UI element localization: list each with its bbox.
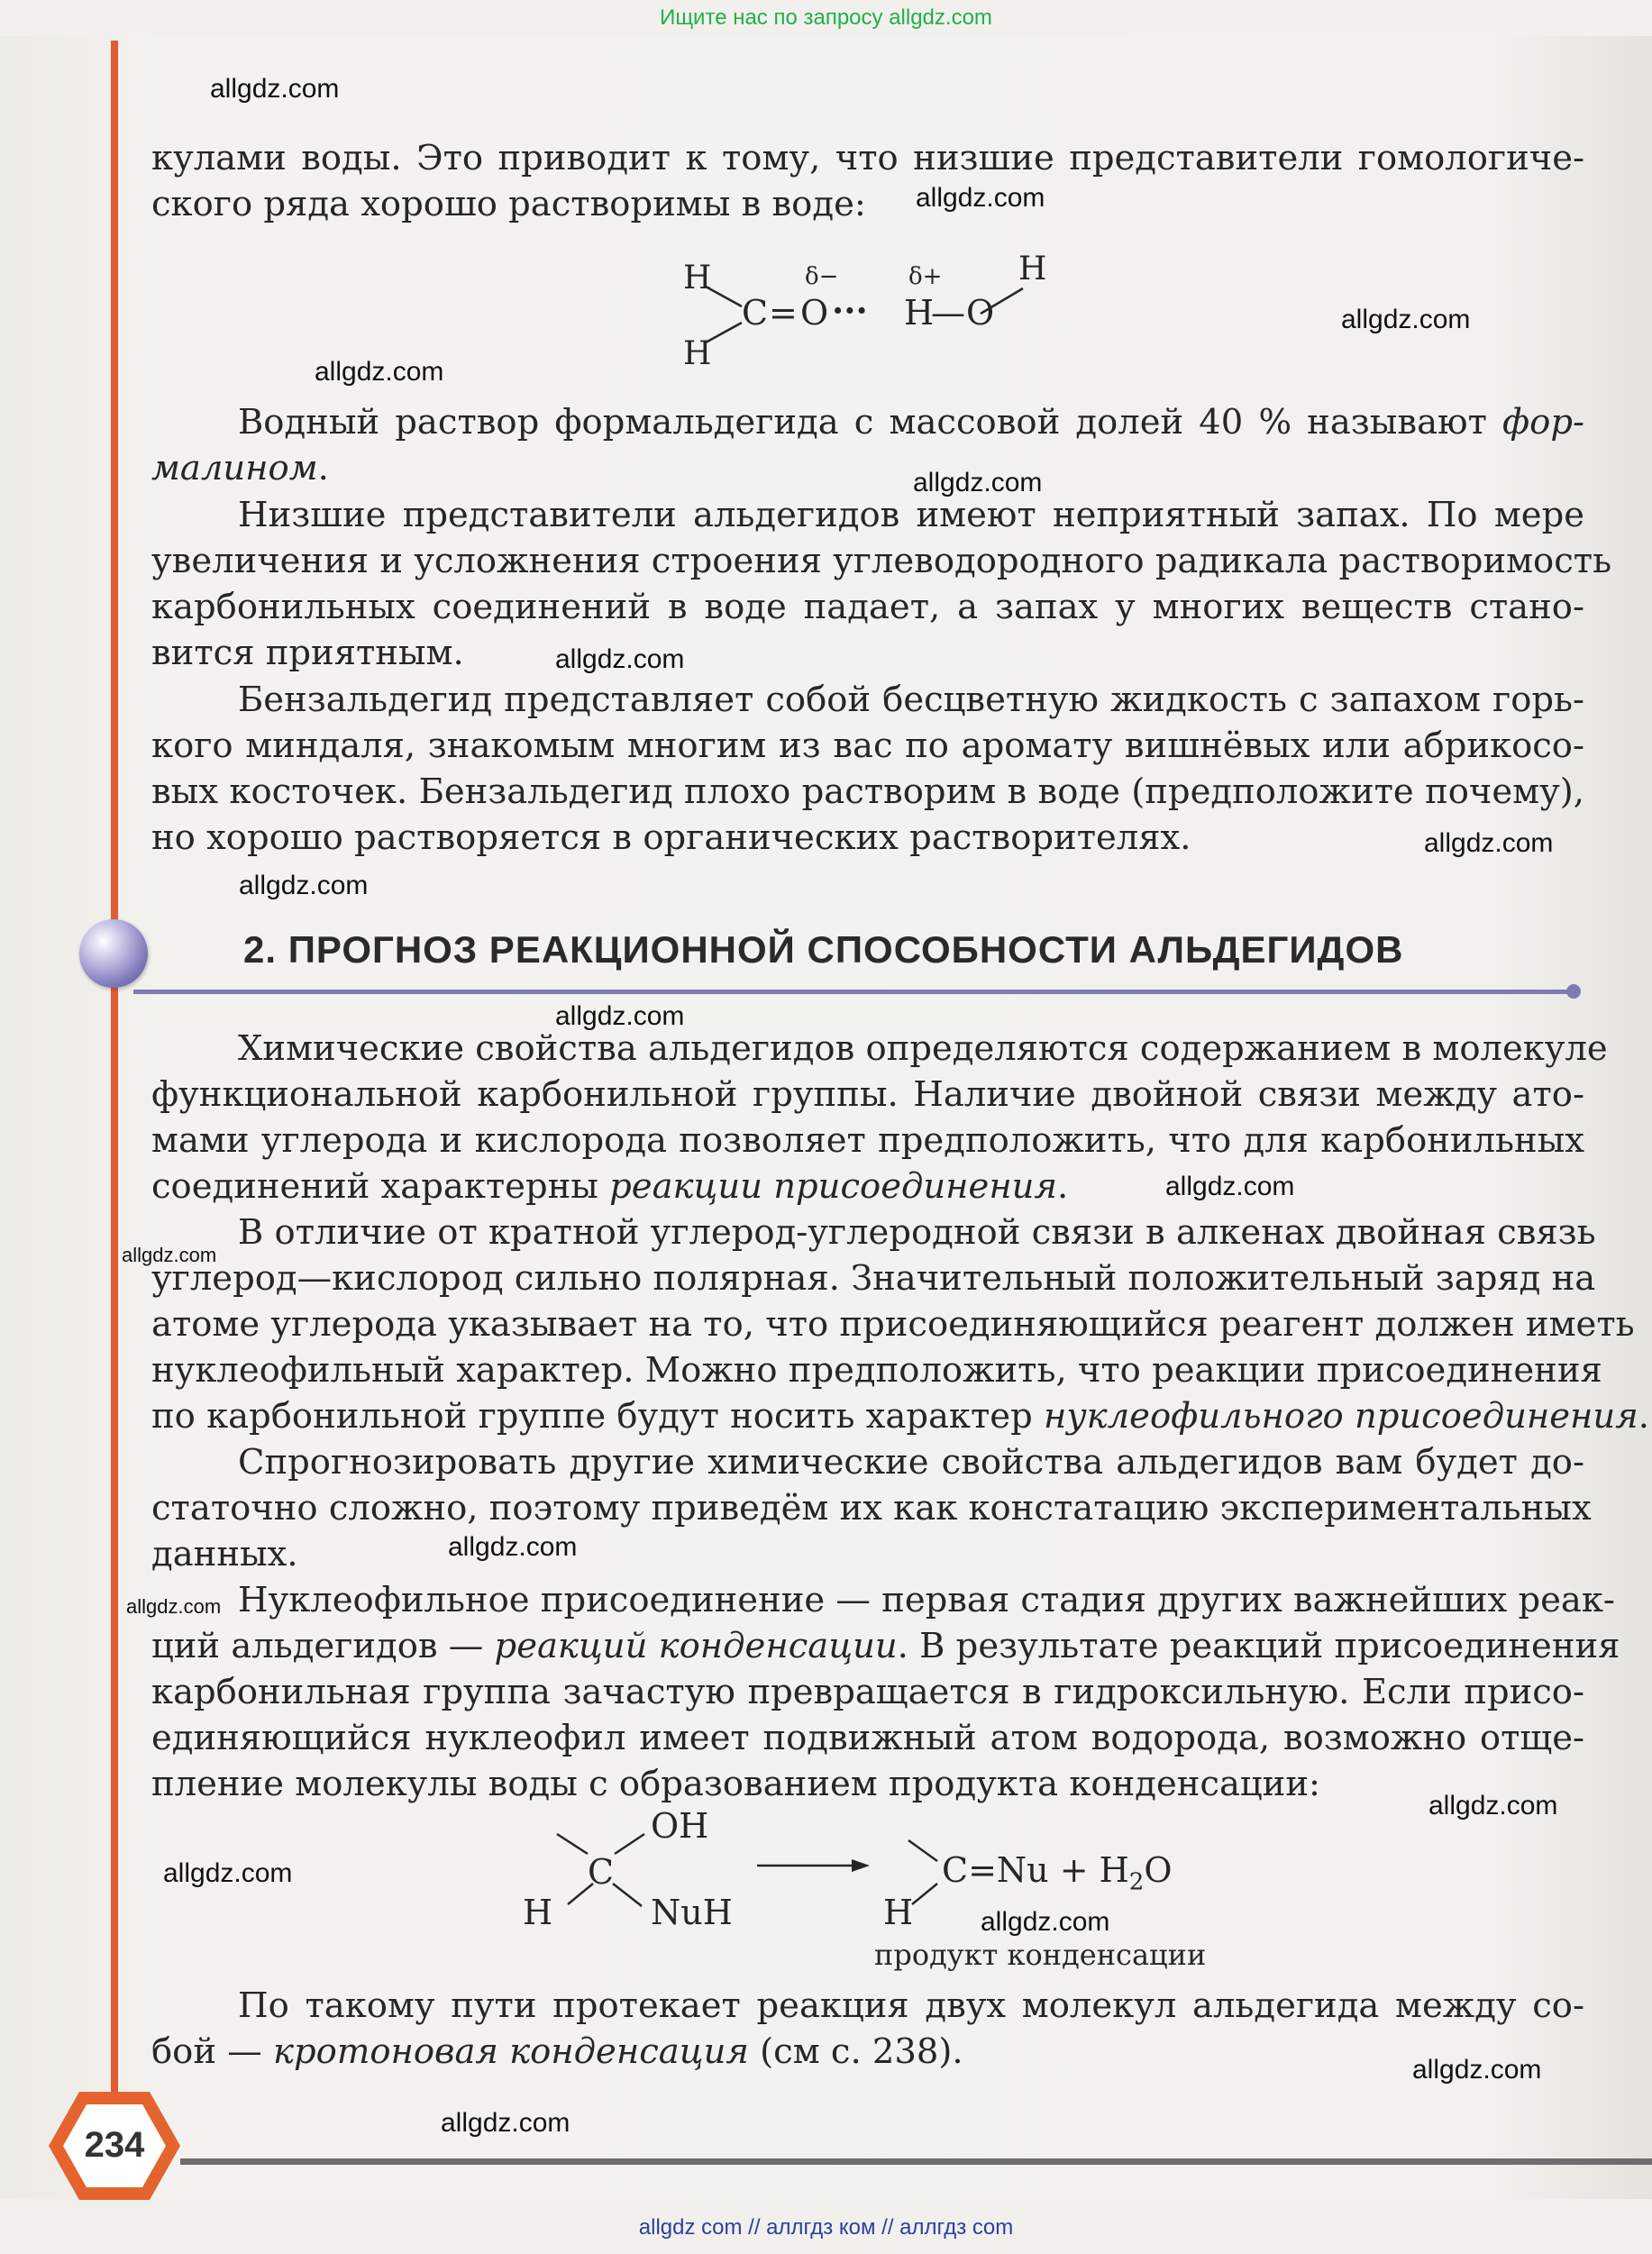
watermark: allgdz.com xyxy=(555,644,685,674)
text-line: увеличения и усложнения строения углеводородного радикала растворимость xyxy=(151,541,1612,581)
text-line: бой — кротоновая конденсация (см с. 238). xyxy=(151,2031,963,2072)
atom-h: H xyxy=(523,1893,553,1932)
watermark: allgdz.com xyxy=(1424,828,1554,858)
bottom-rule xyxy=(180,2158,1652,2165)
paragraph xyxy=(151,1026,1608,1209)
section-heading-block xyxy=(79,919,1593,1018)
text-line: единяющийся нуклеофил имеет подвижный атом водорода, возможно отще- xyxy=(151,1718,1584,1758)
text-line: кого миндаля, знакомым многим из вас по аромату вишнёвых или абрикосо- xyxy=(151,725,1584,766)
text-line: Водный раствор формальдегида с массовой долей 40 % называют фор- xyxy=(238,402,1584,443)
text-line: пление молекулы воды с образованием продукта конденсации: xyxy=(151,1764,1320,1804)
text-line: Бензальдегид представляет собой бесцветную жидкость с запахом горь- xyxy=(238,680,1584,720)
text-line: нуклеофильный характер. Можно предположить, что реакции присоединения xyxy=(151,1350,1602,1391)
carbon-atom: C xyxy=(588,1852,615,1892)
text-line: мами углерода и кислорода позволяет предположить, что для карбонильных xyxy=(151,1120,1584,1161)
heading-rule xyxy=(133,990,1571,994)
paragraph xyxy=(151,677,1584,861)
paragraph xyxy=(151,1577,1620,1807)
atom-h: H xyxy=(1018,251,1047,287)
nucleophile-group: NuH xyxy=(651,1893,733,1932)
watermark: allgdz.com xyxy=(913,468,1043,497)
italic-term: реакции присоединения xyxy=(609,1166,1057,1207)
atom-h: H xyxy=(883,1893,914,1932)
italic-term: кротоновая конденсация xyxy=(273,2031,749,2072)
watermark: allgdz.com xyxy=(981,1907,1110,1937)
text-line: вых косточек. Бензальдегид плохо растворим в воде (предположите почему), xyxy=(151,771,1584,812)
text-line: малином. xyxy=(151,448,329,488)
watermark: allgdz.com xyxy=(555,1001,685,1031)
delta-plus: δ+ xyxy=(908,263,943,290)
delta-minus: δ− xyxy=(805,263,839,290)
section-heading: 2. ПРОГНОЗ РЕАКЦИОННОЙ СПОСОБНОСТИ АЛЬДЕГИДОВ xyxy=(243,928,1404,971)
watermark: allgdz.com xyxy=(441,2108,570,2138)
watermark: allgdz.com xyxy=(1165,1172,1295,1201)
page-number: 234 xyxy=(84,2125,145,2165)
italic-term: нуклеофильного присоединения xyxy=(1043,1396,1638,1437)
page-number-badge xyxy=(47,2089,182,2203)
text-line: углерод—кислород сильно полярная. Значительный положительный заряд на xyxy=(151,1258,1596,1299)
watermark: allgdz.com xyxy=(163,1858,293,1888)
text-line: Низшие представители альдегидов имеют неприятный запах. По мере xyxy=(238,495,1584,535)
paragraph xyxy=(151,1209,1649,1439)
hydroxyl-group: OH xyxy=(651,1806,709,1846)
text-line: Нуклеофильное присоединение — первая стадия других важнейших реак- xyxy=(238,1580,1615,1620)
text-line: По такому пути протекает реакция двух молекул альдегида между со- xyxy=(238,1985,1584,2026)
paragraph xyxy=(151,135,1584,227)
carbon-atom: C xyxy=(742,293,769,333)
condensation-product: $C=Nu + H_2O$ xyxy=(942,1850,1173,1896)
atom-h: H xyxy=(683,335,712,372)
watermark: allgdz.com xyxy=(122,1244,217,1266)
text-line: карбонильных соединений в воде падает, а запах у многих веществ стано- xyxy=(151,587,1584,627)
watermark: allgdz.com xyxy=(1341,305,1471,334)
italic-term: малином xyxy=(151,448,318,488)
top-banner[interactable]: Ищите нас по запросу allgdz.com xyxy=(660,5,992,30)
text-line: данных. xyxy=(151,1534,298,1574)
text-line: атоме углерода указывает на то, что присоединяющийся реагент должен иметь xyxy=(151,1304,1635,1345)
watermark: allgdz.com xyxy=(315,357,444,387)
text-line: кулами воды. Это приводит к тому, что низшие представители гомологиче- xyxy=(151,138,1584,178)
italic-term: реакций конденсации xyxy=(494,1626,898,1666)
watermark: allgdz.com xyxy=(1428,1791,1558,1821)
paragraph xyxy=(151,492,1612,676)
single-bond: — xyxy=(931,293,965,333)
watermark: allgdz.com xyxy=(1412,2055,1542,2085)
bottom-banner[interactable]: allgdz com // аллгдз ком // аллгдз com xyxy=(638,2215,1014,2240)
watermark: allgdz.com xyxy=(239,871,369,900)
hydrogen-bond-dots: ··· xyxy=(832,290,868,331)
text-line: В отличие от кратной углерод-углеродной связи в алкенах двойная связь xyxy=(238,1212,1596,1253)
watermark: allgdz.com xyxy=(210,74,340,104)
text-line: но хорошо растворяется в органических растворителях. xyxy=(151,817,1191,858)
text-line: ского ряда хорошо растворимы в воде: xyxy=(151,184,866,224)
italic-term: фор- xyxy=(1502,402,1584,443)
text-line: ций альдегидов — реакций конденсации. В результате реакций присоединения xyxy=(151,1626,1620,1666)
watermark: allgdz.com xyxy=(916,183,1045,213)
hydrogen-atom: H xyxy=(904,293,935,333)
watermark: allgdz.com xyxy=(448,1532,578,1562)
product-caption: продукт конденсации xyxy=(874,1938,1207,1972)
paragraph xyxy=(151,1983,1584,2075)
text-line: функциональной карбонильной группы. Наличие двойной связи между ато- xyxy=(151,1074,1584,1115)
paragraph xyxy=(151,1439,1592,1577)
text-line: Химические свойства альдегидов определяются содержанием в молекуле xyxy=(238,1028,1608,1069)
watermark: allgdz.com xyxy=(126,1595,222,1618)
text-line: Спрогнозировать другие химические свойства альдегидов вам будет до- xyxy=(238,1442,1584,1483)
margin-accent-line xyxy=(111,41,118,2122)
oxygen-atom: O xyxy=(800,293,829,333)
text-line: соединений характерны реакции присоединения. xyxy=(151,1166,1069,1207)
atom-h: H xyxy=(683,260,712,297)
heading-bullet-icon xyxy=(79,919,148,988)
oxygen-atom: O xyxy=(966,293,995,333)
paragraph xyxy=(151,399,1584,491)
text-line: вится приятным. xyxy=(151,633,464,673)
text-line: статочно сложно, поэтому приведём их как констатацию экспериментальных xyxy=(151,1488,1592,1529)
heading-rule-end-dot xyxy=(1566,984,1581,999)
text-line: карбонильная группа зачастую превращается в гидроксильную. Если присо- xyxy=(151,1672,1584,1712)
double-bond: = xyxy=(769,293,798,333)
text-line: по карбонильной группе будут носить характер нуклеофильного присоединения. xyxy=(151,1396,1649,1437)
